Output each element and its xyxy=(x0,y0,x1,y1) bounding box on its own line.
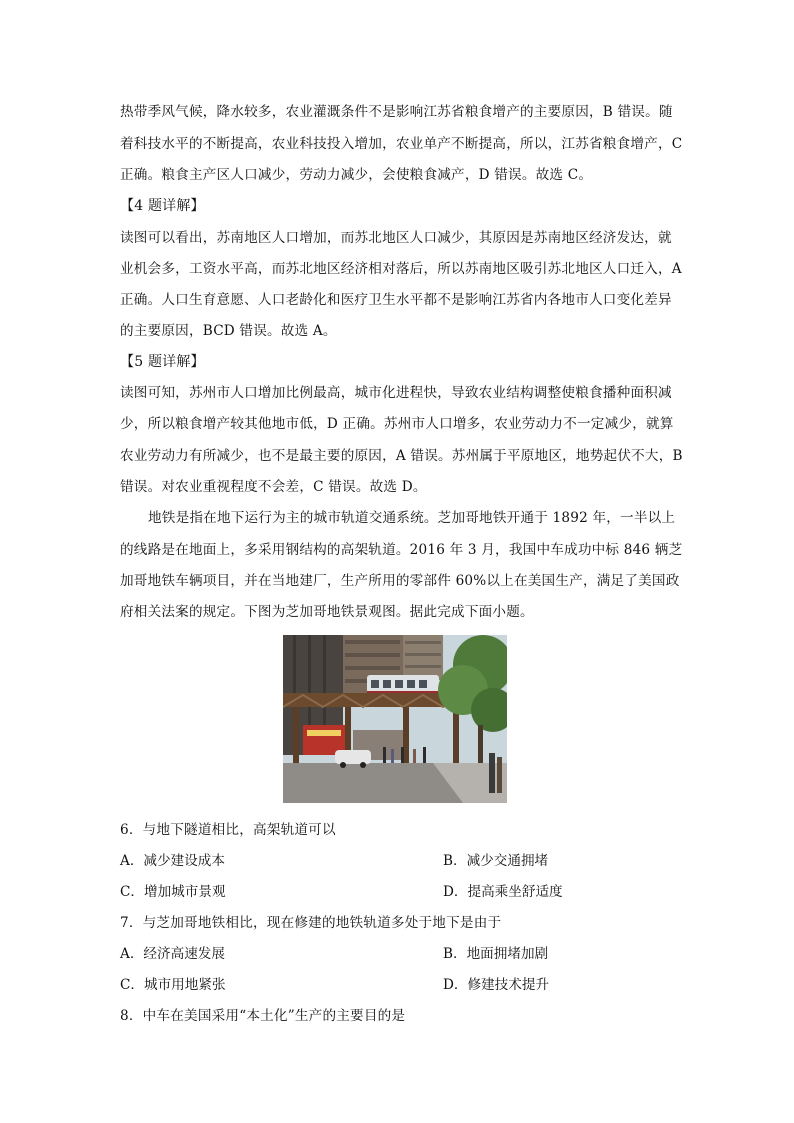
explanation-line-3: 正确。粮食主产区人口减少，劳动力减少，会使粮食减产，D 错误。故选 C。 xyxy=(120,167,593,183)
q4-heading: 【4 题详解】 xyxy=(120,198,205,214)
passage-line-1: 地铁是指在地下运行为主的城市轨道交通系统。芝加哥地铁开通于 1892 年，一半以上 xyxy=(148,510,676,526)
q4-line-4: 的主要原因，BCD 错误。故选 A。 xyxy=(120,323,337,339)
q5-line-3: 农业劳动力有所减少，也不是最主要的原因，A 错误。苏州属于平原地区，地势起伏不大，B xyxy=(120,448,683,464)
q5-line-4: 错误。对农业重视程度不会差，C 错误。故选 D。 xyxy=(120,479,427,495)
question-7-option-c: C．城市用地紧张 xyxy=(120,977,226,993)
q5-heading: 【5 题详解】 xyxy=(120,354,205,370)
question-6-option-a: A．减少建设成本 xyxy=(120,853,225,869)
passage-line-4: 府相关法案的规定。下图为芝加哥地铁景观图。据此完成下面小题。 xyxy=(120,604,534,620)
question-8-stem: 8．中车在美国采用“本土化”生产的主要目的是 xyxy=(120,1008,406,1024)
passage-line-3: 加哥地铁车辆项目，并在当地建厂，生产所用的零部件 60%以上在美国生产，满足了美国政 xyxy=(120,573,680,589)
question-6-stem: 6．与地下隧道相比，高架轨道可以 xyxy=(120,822,336,838)
question-7-option-b: B．地面拥堵加剧 xyxy=(443,946,549,962)
question-6-option-b: B．减少交通拥堵 xyxy=(443,853,549,869)
q4-line-1: 读图可以看出，苏南地区人口增加，而苏北地区人口减少，其原因是苏南地区经济发达，就 xyxy=(120,230,672,246)
passage-line-2: 的线路是在地面上，多采用钢结构的高架轨道。2016 年 3 月，我国中车成功中标 846 辆芝 xyxy=(120,542,683,558)
question-6-option-c: C．增加城市景观 xyxy=(120,884,226,900)
question-7-option-d: D．修建技术提升 xyxy=(443,977,550,993)
question-7-stem: 7．与芝加哥地铁相比，现在修建的地铁轨道多处于地下是由于 xyxy=(120,915,502,931)
question-6-option-d: D．提高乘坐舒适度 xyxy=(443,884,563,900)
question-7-option-a: A．经济高速发展 xyxy=(120,946,225,962)
q4-line-2: 业机会多，工资水平高，而苏北地区经济相对落后，所以苏南地区吸引苏北地区人口迁入，A xyxy=(120,261,682,277)
q5-line-1: 读图可知，苏州市人口增加比例最高，城市化进程快，导致农业结构调整使粮食播种面积减 xyxy=(120,385,672,401)
explanation-line-1: 热带季风气候，降水较多，农业灌溉条件不是影响江苏省粮食增产的主要原因，B 错误。随 xyxy=(120,104,673,120)
q4-line-3: 正确。人口生育意愿、人口老龄化和医疗卫生水平都不是影响江苏省内各地市人口变化差异 xyxy=(120,292,672,308)
chicago-subway-photo xyxy=(283,635,507,803)
q5-line-2: 少，所以粮食增产较其他地市低，D 正确。苏州市人口增多，农业劳动力不一定减少，就算 xyxy=(120,416,674,432)
explanation-line-2: 着科技水平的不断提高，农业科技投入增加，农业单产不断提高，所以，江苏省粮食增产，C xyxy=(120,136,683,152)
